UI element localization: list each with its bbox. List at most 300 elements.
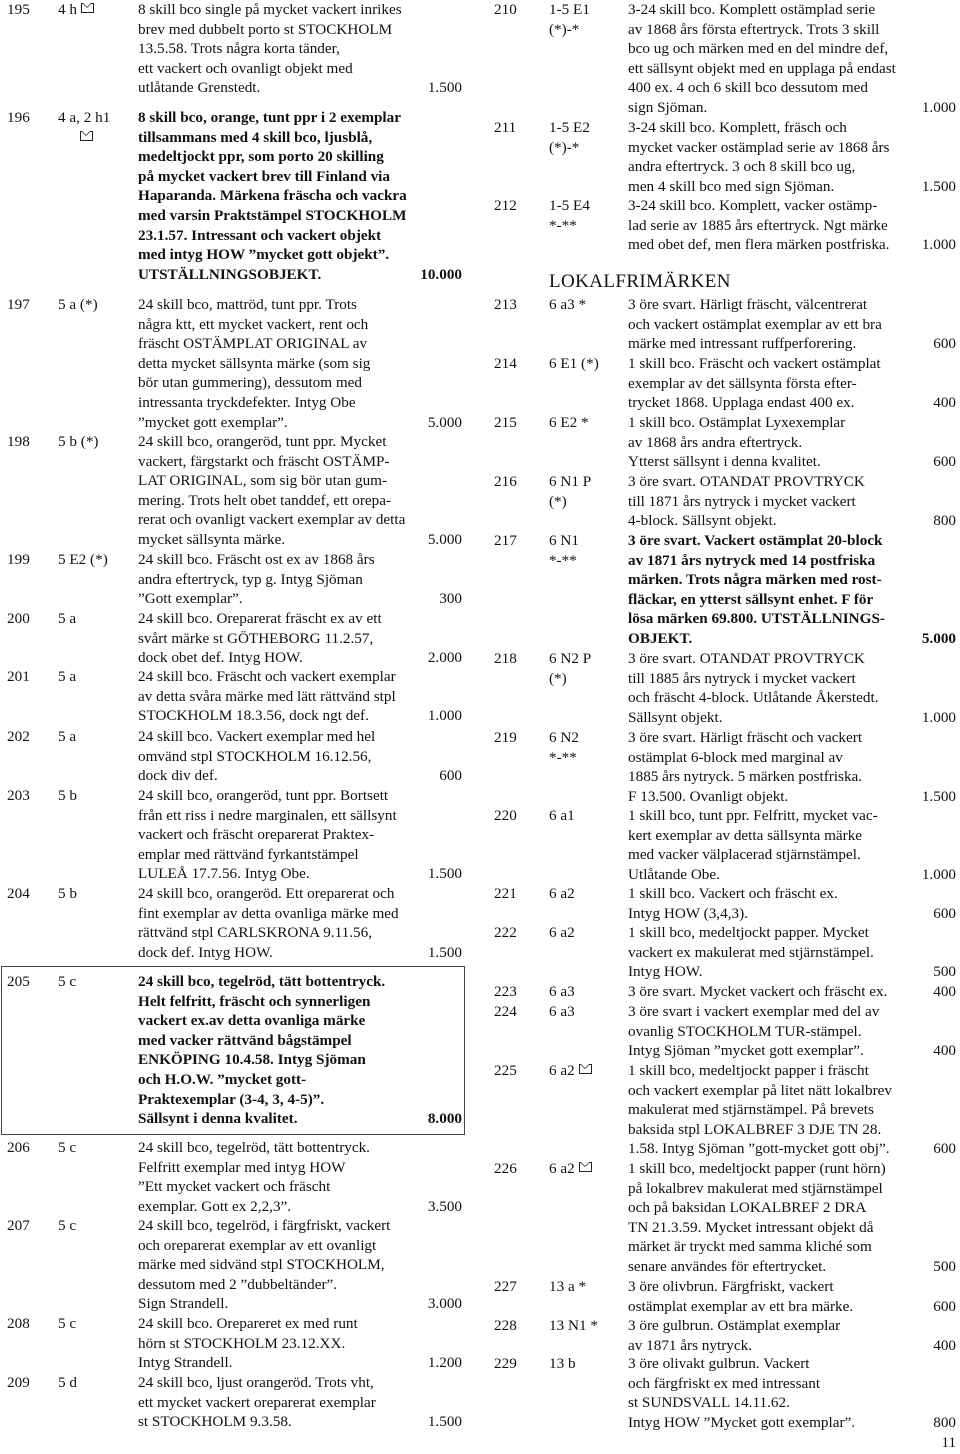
description-text: 1 skill bco, tunt ppr. Felfritt, mycket vac- (628, 807, 878, 824)
description-text: 24 skill bco, tegelröd, i färgfriskt, vackert (138, 1217, 391, 1234)
lot-entry (0, 1138, 466, 1216)
description-line (628, 393, 956, 413)
catalogue-text: 13 N1 * (549, 1317, 598, 1334)
description-line (628, 1139, 956, 1159)
description-text: Praktexemplar (3-4, 3, 4-5)”. (138, 1090, 325, 1108)
lot-number: 225 (494, 1062, 517, 1079)
description-line (628, 492, 956, 512)
lot-entry (0, 972, 466, 1129)
description-line (628, 923, 956, 943)
lot-price: 500 (933, 1257, 956, 1275)
lot-number: 202 (7, 728, 30, 745)
catalogue-line (58, 128, 110, 148)
description-text: och färgfriskt ex med intressant (628, 1374, 821, 1392)
lot-price: 500 (933, 963, 956, 981)
lot-price: 3.500 (427, 1197, 462, 1215)
lot-description (628, 413, 956, 472)
lot-number: 219 (494, 729, 517, 746)
description-line (628, 511, 956, 531)
description-text: svårt märke st GÖTHEBORG 11.2.57, (138, 629, 374, 647)
description-text: 24 skill bco. Fräscht ost ex av 1868 års (138, 551, 375, 568)
description-line (628, 1316, 956, 1336)
description-text: fläckar, en ytterst sällsynt enhet. F för (628, 590, 874, 608)
lot-price: 3.000 (427, 1295, 462, 1313)
lot-number: 199 (7, 551, 30, 568)
description-line (628, 118, 956, 138)
description-line (138, 315, 466, 335)
description-text: Intyg HOW (3,4,3). (628, 904, 748, 922)
description-line (628, 452, 956, 472)
lot-entry (0, 667, 466, 726)
lot-number: 205 (7, 973, 30, 990)
lot-price: 600 (933, 904, 956, 922)
lot-entry (490, 806, 956, 884)
description-line (138, 1090, 466, 1110)
description-text: 3-24 skill bco. Komplett, vacker ostämp- (628, 197, 878, 214)
lot-number: 213 (494, 296, 517, 313)
description-text: 24 skill bco. Orepareret ex med runt (138, 1315, 358, 1332)
description-text: Ytterst sällsynt i denna kvalitet. (628, 453, 821, 471)
description-line (628, 767, 956, 787)
catalogue-text: (*) (549, 669, 567, 687)
catalogue-number (58, 727, 76, 747)
catalogue-number (549, 728, 579, 767)
catalogue-text: 6 N2 (549, 729, 579, 746)
lot-number: 197 (7, 296, 30, 313)
description-line (138, 1031, 466, 1051)
description-line (138, 1070, 466, 1090)
catalogue-text: 4 h (58, 1, 77, 18)
lot-number: 198 (7, 433, 30, 450)
catalogue-number (58, 667, 76, 687)
description-line (628, 216, 956, 236)
description-text: 3-24 skill bco. Komplett, fräsch och (628, 119, 847, 136)
description-text: ett sällsynt objekt med en upplaga på endast (628, 59, 896, 77)
description-line (138, 78, 466, 98)
description-line (138, 0, 466, 20)
description-line (138, 1236, 466, 1256)
description-text: ovanlig STOCKHOLM TUR-stämpel. (628, 1022, 862, 1040)
description-text: ”Ett mycket vackert och fräscht (138, 1178, 331, 1196)
description-line (628, 1413, 956, 1433)
lot-number: 200 (7, 610, 30, 627)
catalogue-text: 13 b (549, 1355, 576, 1372)
lot-entry (0, 295, 466, 432)
description-line (628, 806, 956, 826)
catalogue-line (58, 432, 99, 452)
description-text: 3 öre olivakt gulbrun. Vackert (628, 1355, 810, 1372)
catalogue-text: 6 a2 (549, 1062, 575, 1079)
description-text: rättvänd stpl CARLSKRONA 9.11.56, (138, 924, 373, 942)
description-text: och vackert ostämplat exemplar av ett bra (628, 315, 882, 333)
description-text: 1 skill bco, medeltjockt papper. Mycket (628, 924, 869, 941)
lot-price: 600 (933, 1140, 956, 1158)
lot-price: 400 (933, 394, 956, 412)
lot-entry (490, 1061, 956, 1159)
catalogue-text: 5 a (58, 728, 77, 745)
lot-number: 212 (494, 197, 517, 214)
description-text: dessutom med 2 ”dubbeltänder”. (138, 1275, 338, 1293)
lot-price: 5.000 (427, 530, 462, 548)
lot-number: 209 (7, 1374, 30, 1391)
lot-number: 211 (494, 119, 517, 136)
lot-description (138, 1314, 466, 1373)
description-text: F 13.500. Ovanligt objekt. (628, 787, 789, 805)
catalogue-number (549, 1159, 592, 1179)
description-line (138, 373, 466, 393)
description-line (138, 992, 466, 1012)
catalogue-text: 5 c (58, 1217, 77, 1234)
catalogue-text: *-** (549, 748, 577, 766)
catalogue-line (549, 1316, 598, 1336)
description-text: 3-24 skill bco. Komplett ostämplad serie (628, 1, 876, 18)
description-text: trycket 1868. Upplaga endast 400 ex. (628, 394, 855, 412)
lot-entry (490, 884, 956, 923)
catalogue-line (549, 1061, 592, 1081)
lot-number: 207 (7, 1217, 30, 1234)
description-line (138, 1011, 466, 1031)
catalogue-line (549, 413, 589, 433)
lot-entry (490, 923, 956, 982)
description-text: och H.O.W. ”mycket gott- (138, 1070, 307, 1088)
lot-price: 1.000 (921, 98, 956, 116)
lot-entry (490, 1002, 956, 1061)
lot-price: 10.000 (420, 265, 462, 283)
description-text: 24 skill bco, mattröd, tunt ppr. Trots (138, 296, 357, 313)
lot-number: 220 (494, 807, 517, 824)
description-text: LULEÅ 17.7.56. Intyg Obe. (138, 865, 310, 883)
envelope-icon (579, 1064, 592, 1074)
description-line (628, 962, 956, 982)
description-line (138, 825, 466, 845)
description-line (138, 20, 466, 40)
catalogue-line (58, 1216, 76, 1236)
lot-price: 1.500 (427, 1413, 462, 1431)
description-line (628, 1081, 956, 1101)
description-line (628, 0, 956, 20)
description-text: 24 skill bco. Vackert exemplar med hel (138, 728, 376, 745)
catalogue-line (549, 20, 590, 40)
description-line (628, 1297, 956, 1317)
description-text: 1 skill bco, medeltjockt papper (runt hörn) (628, 1160, 886, 1177)
description-line (628, 884, 956, 904)
lot-description (628, 1316, 956, 1355)
lot-description (138, 609, 466, 668)
lot-number: 196 (7, 109, 30, 126)
description-line (628, 845, 956, 865)
catalogue-number (58, 884, 77, 904)
description-line (628, 590, 956, 610)
lot-entry (0, 727, 466, 786)
lot-price: 400 (933, 983, 956, 1000)
description-line (138, 667, 466, 687)
catalogue-line (549, 806, 575, 826)
lot-description (138, 295, 466, 432)
catalogue-line (58, 550, 108, 570)
description-text: sign Sjöman. (628, 98, 708, 116)
catalogue-text: 5 a (58, 610, 77, 627)
lot-description (138, 667, 466, 726)
catalogue-line (549, 492, 591, 512)
catalogue-line (58, 0, 94, 20)
description-text: till 1871 års nytryck i mycket vackert (628, 492, 856, 510)
description-line (628, 982, 956, 1002)
lot-number: 210 (494, 1, 517, 18)
description-text: 8 skill bco, orange, tunt ppr i 2 exemplar (138, 109, 401, 126)
lot-description (138, 432, 466, 550)
catalogue-line (58, 667, 76, 687)
catalogue-number (549, 649, 591, 688)
lot-description (138, 550, 466, 609)
lot-price: 600 (933, 335, 956, 353)
description-line (628, 59, 956, 79)
description-text: på lokalbrev makulerat med stjärnstämpel (628, 1179, 883, 1197)
description-line (138, 1109, 466, 1129)
description-line (138, 491, 466, 511)
description-line (138, 354, 466, 374)
description-line (628, 629, 956, 649)
description-line (138, 1353, 466, 1373)
description-text: 1 skill bco. Fräscht och vackert ostämplat (628, 355, 881, 372)
catalogue-line (58, 727, 76, 747)
description-line (138, 59, 466, 79)
envelope-icon (80, 131, 93, 141)
catalogue-number (58, 609, 76, 629)
lot-price: 600 (933, 453, 956, 471)
description-text: av 1868 års första eftertryck. Trots 3 skill (628, 20, 880, 38)
description-text: OBJEKT. (628, 629, 693, 647)
description-text: Haparanda. Märkena fräscha och vackra (138, 187, 407, 205)
catalogue-text: 13 a * (549, 1278, 587, 1295)
catalogue-number (58, 108, 110, 147)
description-line (138, 570, 466, 590)
description-text: st STOCKHOLM 9.3.58. (138, 1413, 292, 1431)
lot-entry (0, 108, 466, 284)
description-text: Sällsynt i denna kvalitet. (138, 1110, 298, 1128)
description-line (138, 39, 466, 59)
catalogue-number (58, 1314, 76, 1334)
catalogue-line (549, 1002, 575, 1022)
lot-description (628, 295, 956, 354)
description-text: ostämplat 6-block med marginal av (628, 748, 843, 766)
lot-price: 5.000 (921, 629, 956, 647)
description-line (628, 1100, 956, 1120)
catalogue-line (58, 108, 110, 128)
catalogue-text: 6 E1 (*) (549, 355, 599, 372)
description-text: Sällsynt objekt. (628, 708, 723, 726)
catalogue-number (58, 1138, 76, 1158)
lot-price: 1.500 (427, 865, 462, 883)
lot-entry (490, 472, 956, 531)
catalogue-text: 5 c (58, 1315, 77, 1332)
description-text: 1885 års nytryck. 5 märken postfriska. (628, 768, 863, 786)
catalogue-text: 6 a2 (549, 924, 575, 941)
description-text: 24 skill bco, orangeröd. Ett oreparerat och (138, 885, 395, 902)
description-line (138, 265, 466, 285)
section-heading: LOKALFRIMÄRKEN (549, 271, 731, 292)
description-text: 400 ex. 4 och 6 skill bco dessutom med (628, 79, 869, 97)
description-line (628, 157, 956, 177)
description-text: andra eftertryck, typ g. Intyg Sjöman (138, 570, 363, 588)
catalogue-text: (*)-* (549, 20, 580, 38)
catalogue-number (58, 0, 94, 20)
description-line (628, 177, 956, 197)
description-text: 3 öre svart i vackert exemplar med del av (628, 1003, 880, 1020)
description-line (628, 649, 956, 669)
description-line (138, 904, 466, 924)
description-text: dock div def. (138, 767, 218, 785)
catalogue-text: *-** (549, 216, 577, 234)
lot-entry (0, 1373, 466, 1432)
description-line (628, 708, 956, 728)
description-text: med intyg HOW ”mycket gott objekt”. (138, 246, 390, 264)
lot-number: 215 (494, 414, 517, 431)
description-line (138, 806, 466, 826)
lot-description (628, 1159, 956, 1277)
lot-description (628, 196, 956, 255)
catalogue-text: 6 a3 * (549, 296, 587, 313)
lot-description (138, 884, 466, 962)
catalogue-line (549, 649, 591, 669)
catalogue-line (549, 531, 579, 551)
lot-entry (490, 1277, 956, 1316)
lot-number: 229 (494, 1355, 517, 1372)
description-line (628, 669, 956, 689)
catalogue-number (549, 1316, 598, 1336)
description-text: ostämplat exemplar av ett bra märke. (628, 1297, 854, 1315)
description-line (628, 787, 956, 807)
description-text: några ktt, ett mycket vackert, rent och (138, 315, 369, 333)
description-text: och fräscht 4-block. Utlåtande Åkerstedt. (628, 689, 879, 707)
description-text: 1 skill bco. Ostämplat Lyxexemplar (628, 414, 846, 431)
description-line (138, 845, 466, 865)
description-text: 13.5.58. Trots några korta tänder, (138, 40, 340, 58)
description-text: rerat och ovanligt vackert exemplar av detta (138, 511, 406, 529)
lot-description (628, 1354, 956, 1432)
description-line (138, 1373, 466, 1393)
lot-number: 201 (7, 668, 30, 685)
description-text: vackert och fräscht oreparerat Praktex- (138, 826, 375, 844)
description-line (628, 433, 956, 453)
description-line (628, 551, 956, 571)
lot-number: 217 (494, 532, 517, 549)
description-text: ”mycket gott exemplar”. (138, 413, 288, 431)
description-line (138, 471, 466, 491)
description-line (628, 1041, 956, 1061)
catalogue-text: 1-5 E1 (549, 1, 590, 18)
catalogue-text: 5 E2 (*) (58, 551, 108, 568)
description-text: 24 skill bco, orangeröd, tunt ppr. Bortsett (138, 787, 389, 804)
lot-entry (0, 786, 466, 884)
description-text: Intyg HOW ”Mycket gott exemplar”. (628, 1413, 856, 1431)
catalogue-line (58, 884, 77, 904)
description-text: mycket vacker ostämplad serie av 1868 års (628, 138, 890, 156)
description-line (628, 688, 956, 708)
description-line (138, 923, 466, 943)
description-text: från ett riss i nedre marginalen, ett sällsynt (138, 806, 397, 824)
description-line (628, 413, 956, 433)
catalogue-number (58, 1216, 76, 1236)
description-line (138, 1334, 466, 1354)
description-line (628, 570, 956, 590)
description-line (628, 354, 956, 374)
lot-number: 221 (494, 885, 517, 902)
catalogue-text: 1-5 E2 (549, 119, 590, 136)
lot-description (138, 727, 466, 786)
description-line (138, 629, 466, 649)
lot-price: 800 (933, 1413, 956, 1431)
description-line (138, 1158, 466, 1178)
description-line (138, 884, 466, 904)
catalogue-line (549, 216, 590, 236)
catalogue-text: 5 c (58, 1139, 77, 1156)
description-text: 4-block. Sällsynt objekt. (628, 512, 777, 530)
description-text: 1 skill bco, medeltjockt papper i fräscht (628, 1062, 869, 1079)
description-line (138, 1412, 466, 1432)
lot-entry (0, 432, 466, 550)
description-line (628, 1336, 956, 1356)
description-text: bör utan gummering), dessutom med (138, 374, 362, 392)
lot-entry (490, 295, 956, 354)
catalogue-number (549, 295, 586, 315)
description-line (628, 865, 956, 885)
description-text: STOCKHOLM 18.3.56, dock ngt def. (138, 707, 369, 725)
envelope-icon (579, 1162, 592, 1172)
envelope-icon (81, 3, 94, 13)
description-line (138, 972, 466, 992)
description-text: TN 21.3.59. Mycket intressant objekt då (628, 1218, 874, 1236)
description-text: lad serie av 1885 års eftertryck. Ngt märke (628, 216, 888, 234)
description-text: detta mycket sällsynta märke (som sig (138, 354, 371, 372)
lot-description (138, 1138, 466, 1216)
description-line (628, 334, 956, 354)
description-line (628, 1354, 956, 1374)
description-line (628, 295, 956, 315)
description-line (628, 374, 956, 394)
description-text: av 1871 års nytryck. (628, 1336, 752, 1354)
description-line (628, 826, 956, 846)
description-line (628, 1218, 956, 1238)
description-text: LAT ORIGINAL, som sig bör utan gum- (138, 472, 388, 490)
description-line (628, 1393, 956, 1413)
catalogue-text: 6 N1 P (549, 473, 592, 490)
lot-number: 206 (7, 1139, 30, 1156)
description-line (628, 1237, 956, 1257)
lot-entry (490, 1316, 956, 1355)
catalogue-line (549, 295, 586, 315)
catalogue-text: 6 a2 (549, 885, 575, 902)
description-line (628, 138, 956, 158)
lot-number: 227 (494, 1278, 517, 1295)
description-line (628, 196, 956, 216)
catalogue-number (549, 806, 575, 826)
catalogue-text: (*)-* (549, 138, 580, 156)
description-text: 1 skill bco. Vackert och fräscht ex. (628, 885, 838, 902)
lot-entry (0, 0, 466, 98)
lot-price: 5.000 (427, 413, 462, 431)
description-line (628, 904, 956, 924)
catalogue-text: 5 c (58, 973, 77, 990)
lot-description (628, 649, 956, 727)
catalogue-text: 6 N2 P (549, 650, 592, 667)
description-text: 8 skill bco single på mycket vackert inrikes (138, 1, 402, 18)
description-line (138, 1255, 466, 1275)
description-line (138, 510, 466, 530)
lot-entry (490, 728, 956, 806)
description-text: Helt felfritt, fräscht och synnerligen (138, 992, 371, 1010)
description-text: 24 skill bco, tegelröd, tätt bottentryck. (138, 973, 386, 990)
catalogue-number (549, 413, 589, 433)
